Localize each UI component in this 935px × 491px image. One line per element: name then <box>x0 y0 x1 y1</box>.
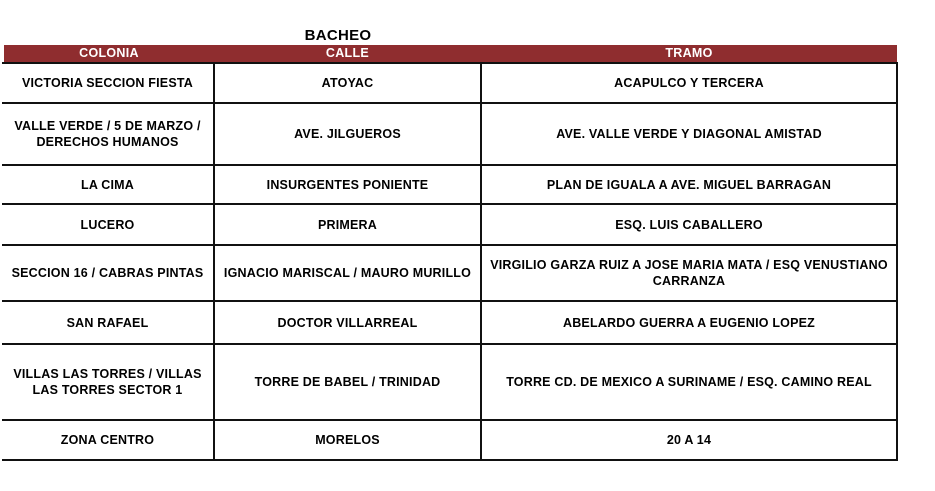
cell-calle: MORELOS <box>214 420 481 460</box>
cell-calle: ATOYAC <box>214 63 481 103</box>
table-row <box>2 344 897 420</box>
page-title: BACHEO <box>304 27 372 44</box>
cell-tramo: ESQ. LUIS CABALLERO <box>481 204 897 245</box>
header-calle: CALLE <box>325 46 370 60</box>
header-tramo: TRAMO <box>665 46 713 60</box>
cell-tramo: VIRGILIO GARZA RUIZ A JOSE MARIA MATA / ESQ VENUSTIANO CARRANZA <box>481 245 897 301</box>
cell-tramo: ACAPULCO Y TERCERA <box>481 63 897 103</box>
cell-colonia: VALLE VERDE / 5 DE MARZO / DERECHOS HUMANOS <box>2 103 214 165</box>
cell-tramo: PLAN DE IGUALA A AVE. MIGUEL BARRAGAN <box>481 165 897 204</box>
table-row <box>2 301 897 344</box>
cell-calle: PRIMERA <box>214 204 481 245</box>
table-row <box>2 245 897 301</box>
cell-calle: INSURGENTES PONIENTE <box>214 165 481 204</box>
cell-calle: TORRE DE BABEL / TRINIDAD <box>214 344 481 420</box>
cell-tramo: TORRE CD. DE MEXICO A SURINAME / ESQ. CAMINO REAL <box>481 344 897 420</box>
cell-colonia: SECCION 16 / CABRAS PINTAS <box>2 245 214 301</box>
cell-colonia: LUCERO <box>2 204 214 245</box>
cell-colonia: ZONA CENTRO <box>2 420 214 460</box>
cell-colonia: VILLAS LAS TORRES / VILLAS LAS TORRES SECTOR 1 <box>2 344 214 420</box>
cell-calle: AVE. JILGUEROS <box>214 103 481 165</box>
table-row <box>2 63 897 103</box>
table-row <box>2 204 897 245</box>
cell-colonia: LA CIMA <box>2 165 214 204</box>
cell-tramo: ABELARDO GUERRA A EUGENIO LOPEZ <box>481 301 897 344</box>
cell-calle: IGNACIO MARISCAL / MAURO MURILLO <box>214 245 481 301</box>
table-row <box>2 420 897 460</box>
table-row <box>2 165 897 204</box>
cell-tramo: 20 A 14 <box>481 420 897 460</box>
cell-calle: DOCTOR VILLARREAL <box>214 301 481 344</box>
header-colonia: COLONIA <box>79 46 139 60</box>
cell-tramo: AVE. VALLE VERDE Y DIAGONAL AMISTAD <box>481 103 897 165</box>
table-row <box>2 103 897 165</box>
table-header <box>4 45 897 62</box>
cell-colonia: VICTORIA SECCION FIESTA <box>2 63 214 103</box>
cell-colonia: SAN RAFAEL <box>2 301 214 344</box>
bacheo-table <box>2 62 898 461</box>
